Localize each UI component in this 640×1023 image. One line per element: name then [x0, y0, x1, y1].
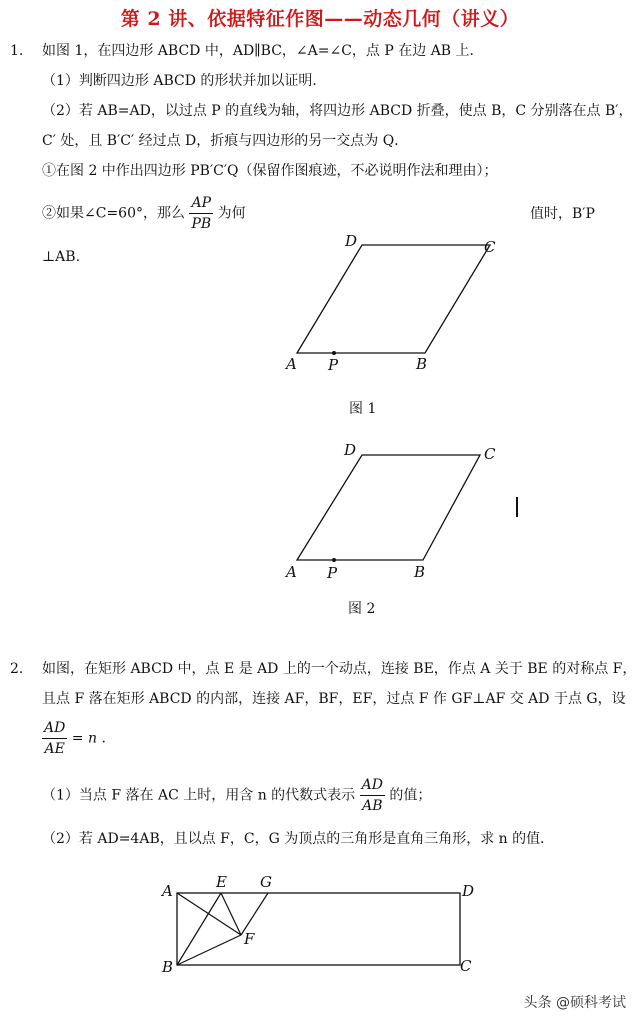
fig1-label-a: A — [286, 355, 297, 373]
fig3-label-b: B — [162, 958, 174, 976]
q2-line-4: （2）若 AD=4AB，且以点 F，C，G 为顶点的三角形是直角三角形，求 n 的值． — [42, 831, 555, 847]
rect-abcd — [177, 893, 460, 965]
fig2-label-a: A — [286, 563, 297, 581]
figure-2-caption: 图 2 — [348, 601, 376, 617]
page-title: 第 2 讲、依据特征作图——动态几何（讲义） — [120, 8, 520, 30]
fig2-parallelogram — [297, 455, 480, 560]
segment-gf — [241, 893, 268, 935]
fig1-label-c: C — [484, 238, 496, 256]
q2-equation-fraction — [42, 718, 67, 759]
q1-line-5: ①在图 2 中作出四边形 PB′C′Q（保留作图痕迹，不必说明作法和理由）； — [42, 163, 498, 179]
q2-number: 2. — [10, 661, 24, 677]
q1-line-2: （1）判断四边形 ABCD 的形状并加以证明． — [42, 73, 327, 89]
q2-line-3-numerator: AD — [360, 775, 385, 796]
q2-line-3 — [42, 775, 431, 816]
fig2-label-c: C — [484, 445, 496, 463]
watermark: 头条 @硕科考试 — [523, 995, 626, 1011]
q1-fraction — [189, 193, 213, 234]
q1-line-7: ⊥AB. — [42, 249, 81, 265]
q2-equation — [42, 718, 106, 759]
fig3-label-e: E — [216, 873, 227, 891]
q1-line-4: C′ 处，且 B′C′ 经过点 D，折痕与四边形的另一交点为 Q． — [42, 133, 409, 149]
fig1-point-p-dot — [332, 351, 336, 355]
q1-line-3: （2）若 AB=AD，以过点 P 的直线为轴，将四边形 ABCD 折叠，使点 B，C 分别落在点 B′， — [42, 103, 633, 119]
fig1-parallelogram — [297, 245, 490, 353]
fig3-label-d: D — [462, 882, 475, 900]
figure-2 — [270, 433, 510, 593]
fig1-label-d: D — [345, 232, 358, 250]
q2-line-3-suffix: 的值； — [389, 787, 432, 804]
q2-line-3-denominator: AB — [362, 798, 383, 814]
q1-line-6-tail: 值时，B′P — [530, 206, 595, 222]
q2-line-2: 且点 F 落在矩形 ABCD 的内部，连接 AF，BF，EF，过点 F 作 GF⊥AF 交 AD 于点 G，设 — [42, 691, 626, 707]
q1-fraction-denominator: PB — [191, 216, 212, 232]
fig1-label-b: B — [416, 355, 428, 373]
figure-1-caption: 图 1 — [349, 401, 377, 417]
q2-line-3-prefix: （1）当点 F 落在 AC 上时，用含 n 的代数式表示 — [42, 787, 356, 804]
q2-line-1: 如图，在矩形 ABCD 中，点 E 是 AD 上的一个动点，连接 BE，作点 A 关于 BE 的对称点 F， — [42, 661, 637, 677]
figure-1 — [270, 225, 510, 385]
fig2-label-d: D — [344, 441, 357, 459]
figure-rectangle — [150, 868, 490, 978]
fig3-label-a: A — [162, 882, 173, 900]
q1-line-6 — [42, 193, 246, 234]
q1-fraction-numerator: AP — [189, 193, 213, 214]
fig1-label-p: P — [328, 356, 339, 374]
fig3-label-f: F — [244, 930, 255, 948]
fig3-label-c: C — [460, 957, 472, 975]
q2-line-3-fraction — [360, 775, 385, 816]
q1-line-6-prefix: ②如果∠C=60°，那么 — [42, 205, 185, 222]
q1-line-6-mid: 为何 — [217, 205, 246, 222]
fig3-label-g: G — [260, 873, 272, 891]
fig2-point-p-dot — [332, 558, 336, 562]
text-cursor — [516, 497, 518, 517]
q2-equation-denominator: AE — [44, 741, 65, 757]
fig2-label-p: P — [327, 564, 338, 582]
q1-line-1: 如图 1，在四边形 ABCD 中，AD∥BC，∠A=∠C，点 P 在边 AB 上． — [42, 43, 484, 59]
q2-equation-tail: = n . — [71, 730, 106, 747]
q2-equation-numerator: AD — [42, 718, 67, 739]
fig2-label-b: B — [414, 563, 426, 581]
q1-number: 1. — [10, 43, 24, 59]
